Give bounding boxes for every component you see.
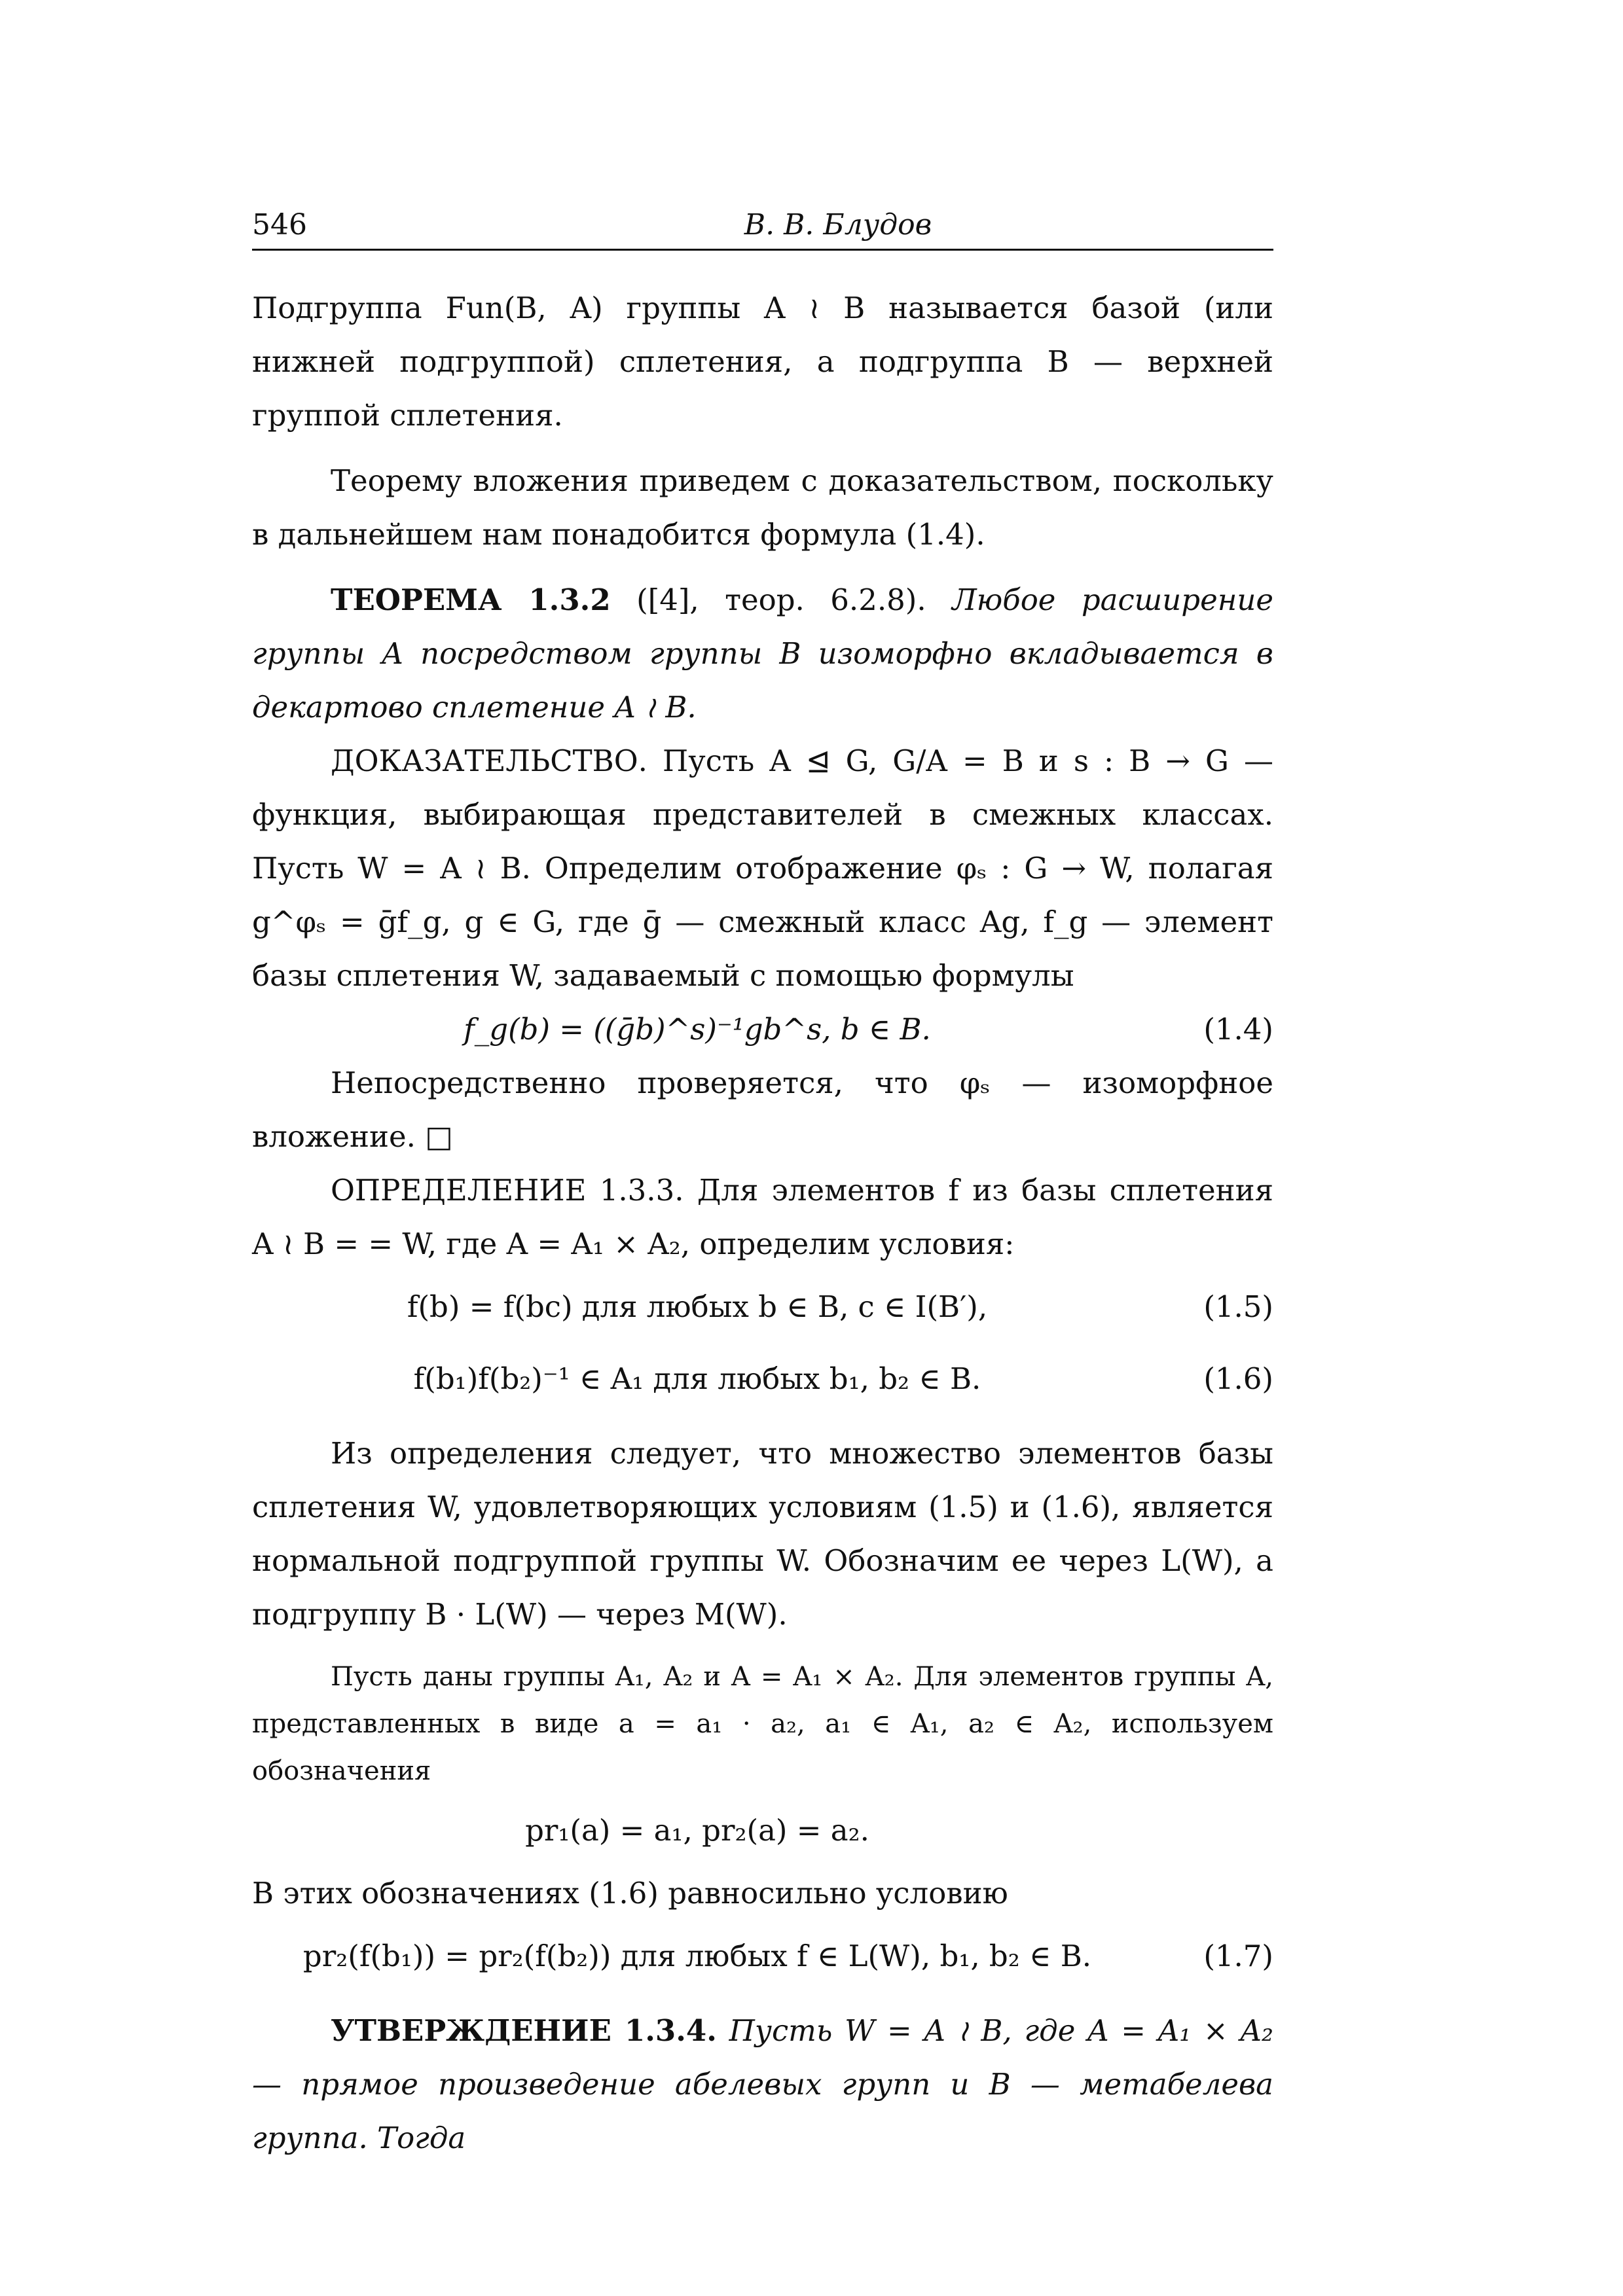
equation-body: pr₁(a) = a₁, pr₂(a) = a₂. [525,1813,869,1848]
equation-body: pr₂(f(b₁)) = pr₂(f(b₂)) для любых f ∈ L(W), b₁, b₂ ∈ B. [302,1939,1092,1973]
equation-1-7 [252,1920,1273,1992]
equation-1-4 [252,1003,1273,1056]
paragraph-embedding-intro: Теорему вложения приведем с доказательством, поскольку в дальнейшем нам понадобится формула (1.4). [252,463,1273,552]
equation-body: f(b₁)f(b₂)⁻¹ ∈ A₁ для любых b₁, b₂ ∈ B. [413,1361,981,1396]
theorem-statement: Любое расширение группы A посредством группы B изоморфно вкладывается в декартово сплетение A ≀ B. [252,583,1273,725]
body-text [252,281,1273,2165]
theorem-reference: ([4], теор. 6.2.8). [636,583,926,617]
running-title: В. В. Блудов [744,208,932,242]
proof-conclusion: Непосредственно проверяется, что φₛ — изоморфное вложение. □ [252,1066,1273,1154]
equation-number: (1.7) [1203,1939,1273,1973]
paragraph-equivalence: В этих обозначениях (1.6) равносильно условию [252,1876,1008,1910]
statement-body: Пусть W = A ≀ B, где A = A₁ × A₂ — прямое произведение абелевых групп и B — метабелева группа. Тогда [252,2013,1273,2155]
statement-1-3-4 [252,2004,1273,2165]
statement-label: УТВЕРЖДЕНИЕ 1.3.4. [331,2013,717,2048]
equation-1-6 [252,1343,1273,1415]
paragraph-base-definition: Подгруппа Fun(B, A) группы A ≀ B называется базой (или нижней подгруппой) сплетения, а подгруппа B — верхней группой сплетения. [252,291,1273,433]
equation-projections [252,1795,1273,1867]
equation-number: (1.6) [1203,1361,1273,1396]
proof-paragraph: ДОКАЗАТЕЛЬСТВО. Пусть A ⊴ G, G/A = B и s : B → G — функция, выбирающая представителей в смежных классах. Пусть W = A ≀ B. Определим отображение φₛ : G → W, полагая g^φₛ = ḡf_g, g ∈ G, где ḡ — смежный класс Ag, f_g — элемент базы сплетения W, задаваемый с помощью формулы [252,744,1273,993]
paragraph-normal-subgroup: Из определения следует, что множество элементов базы сплетения W, удовлетворяющих условиям (1.5) и (1.6), является нормальной подгруппой группы W. Обозначим ее через L(W), а подгруппу B · L(W) — через M(W). [252,1436,1273,1632]
equation-body: f_g(b) = ((ḡb)^s)⁻¹gb^s, b ∈ B. [464,1012,931,1047]
page-number: 546 [252,208,307,242]
equation-number: (1.5) [1203,1289,1273,1324]
theorem-1-3-2 [252,573,1273,734]
header-rule [252,249,1273,251]
definition-1-3-3: ОПРЕДЕЛЕНИЕ 1.3.3. Для элементов f из базы сплетения A ≀ B = = W, где A = A₁ × A₂, определим условия: [252,1173,1273,1261]
equation-1-5 [252,1271,1273,1343]
equation-number: (1.4) [1203,1012,1273,1047]
paragraph-projections: Пусть даны группы A₁, A₂ и A = A₁ × A₂. Для элементов группы A, представленных в виде a = a₁ · a₂, a₁ ∈ A₁, a₂ ∈ A₂, используем обозначения [252,1662,1273,1786]
theorem-label: ТЕОРЕМА 1.3.2 [331,583,611,617]
equation-body: f(b) = f(bc) для любых b ∈ B, c ∈ I(B′), [407,1289,988,1324]
